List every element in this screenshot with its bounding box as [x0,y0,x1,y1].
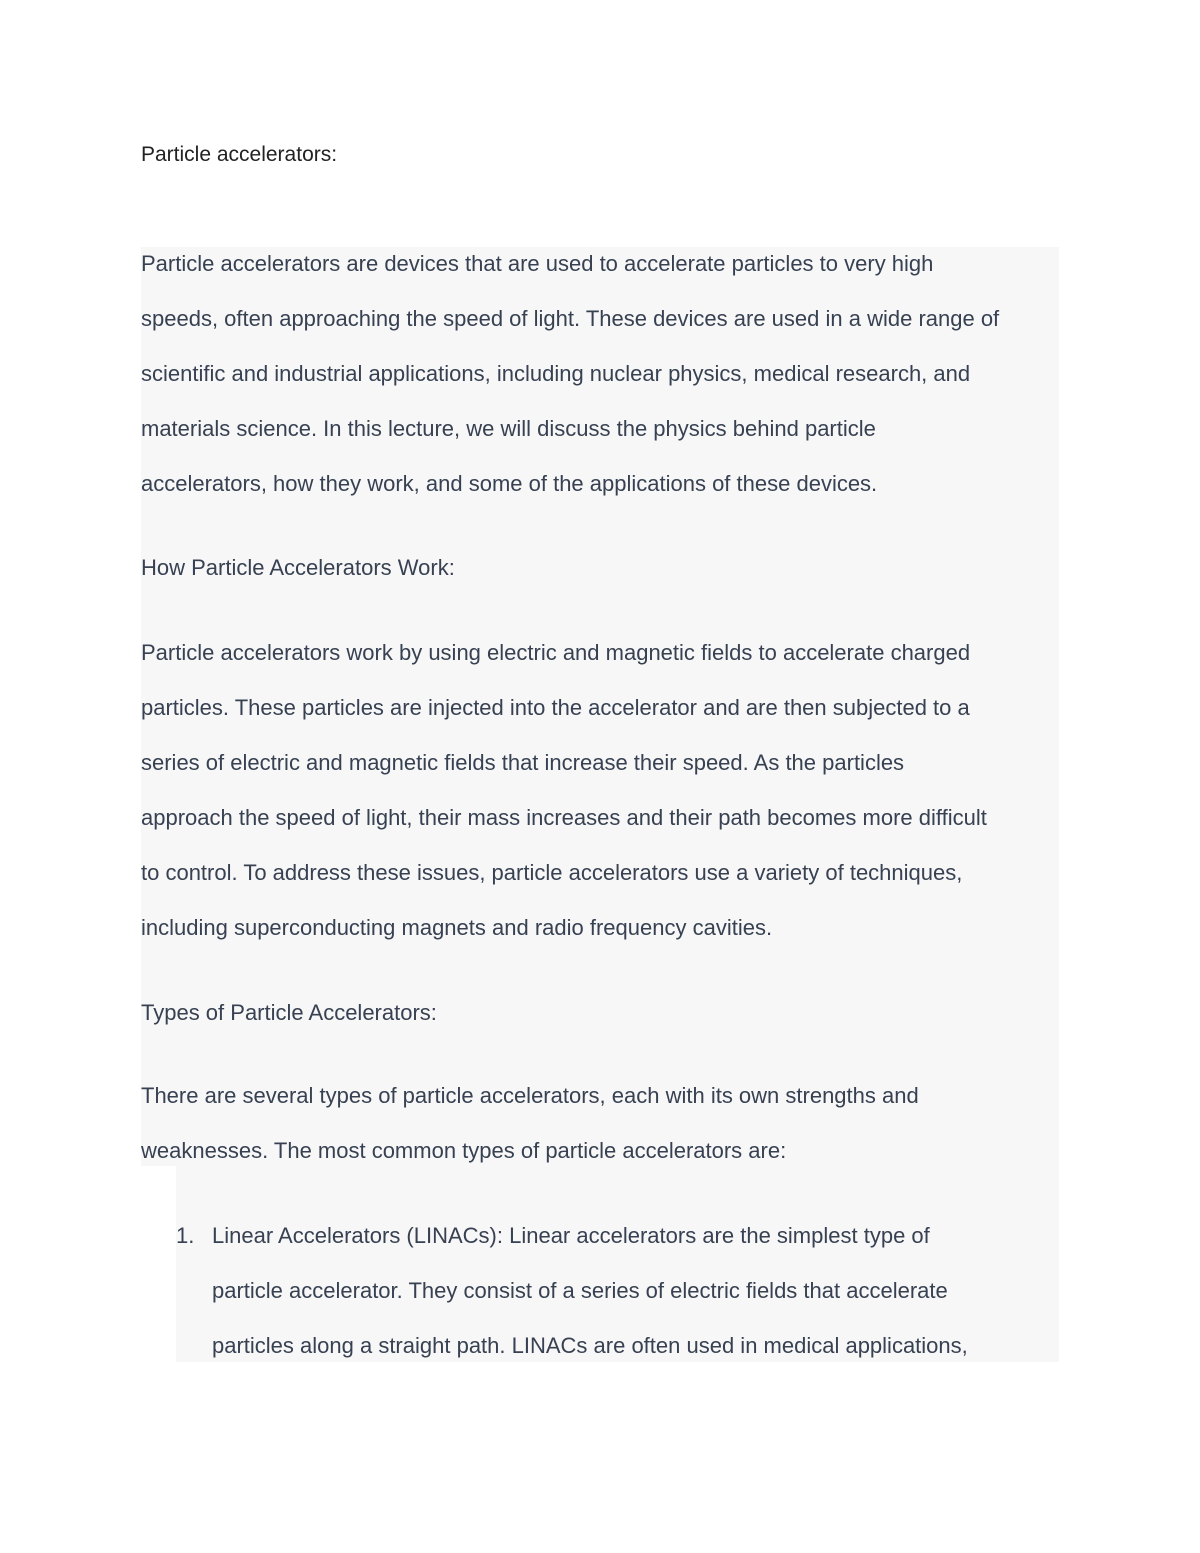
paragraph-line: including superconducting magnets and radio frequency cavities. [141,915,773,940]
paragraph-line: Particle accelerators are devices that are used to accelerate particles to very high [141,251,934,276]
paragraph-line: speeds, often approaching the speed of light. These devices are used in a wide range of [141,306,1000,331]
paragraph-line: accelerators, how they work, and some of the applications of these devices. [141,471,878,496]
paragraph-line: scientific and industrial applications, including nuclear physics, medical research, and [141,361,971,386]
how-paragraph [141,625,1061,955]
intro-paragraph [141,236,1061,511]
paragraph-line: Particle accelerators work by using electric and magnetic fields to accelerate charged [141,640,971,665]
list-item-line: Linear Accelerators (LINACs): Linear accelerators are the simplest type of [212,1223,930,1248]
paragraph-line: series of electric and magnetic fields that increase their speed. As the particles [141,750,905,775]
paragraph-line: materials science. In this lecture, we will discuss the physics behind particle [141,416,876,441]
paragraph-line: There are several types of particle accelerators, each with its own strengths and [141,1083,919,1108]
types-paragraph [141,1068,1061,1178]
document-title: Particle accelerators: [141,143,338,166]
section-heading-how: How Particle Accelerators Work: [141,555,455,580]
list-item-line: particles along a straight path. LINACs are often used in medical applications, [212,1333,968,1358]
paragraph-line: to control. To address these issues, particle accelerators use a variety of techniques, [141,860,963,885]
list-item-line: particle accelerator. They consist of a series of electric fields that accelerate [212,1278,948,1303]
list-item-number: 1. [176,1223,195,1248]
list-item-text [212,1208,1062,1373]
section-heading-types: Types of Particle Accelerators: [141,1000,437,1025]
paragraph-line: particles. These particles are injected into the accelerator and are then subjected to a [141,695,970,720]
paragraph-line: weaknesses. The most common types of particle accelerators are: [141,1138,787,1163]
paragraph-line: approach the speed of light, their mass increases and their path becomes more difficult [141,805,987,830]
